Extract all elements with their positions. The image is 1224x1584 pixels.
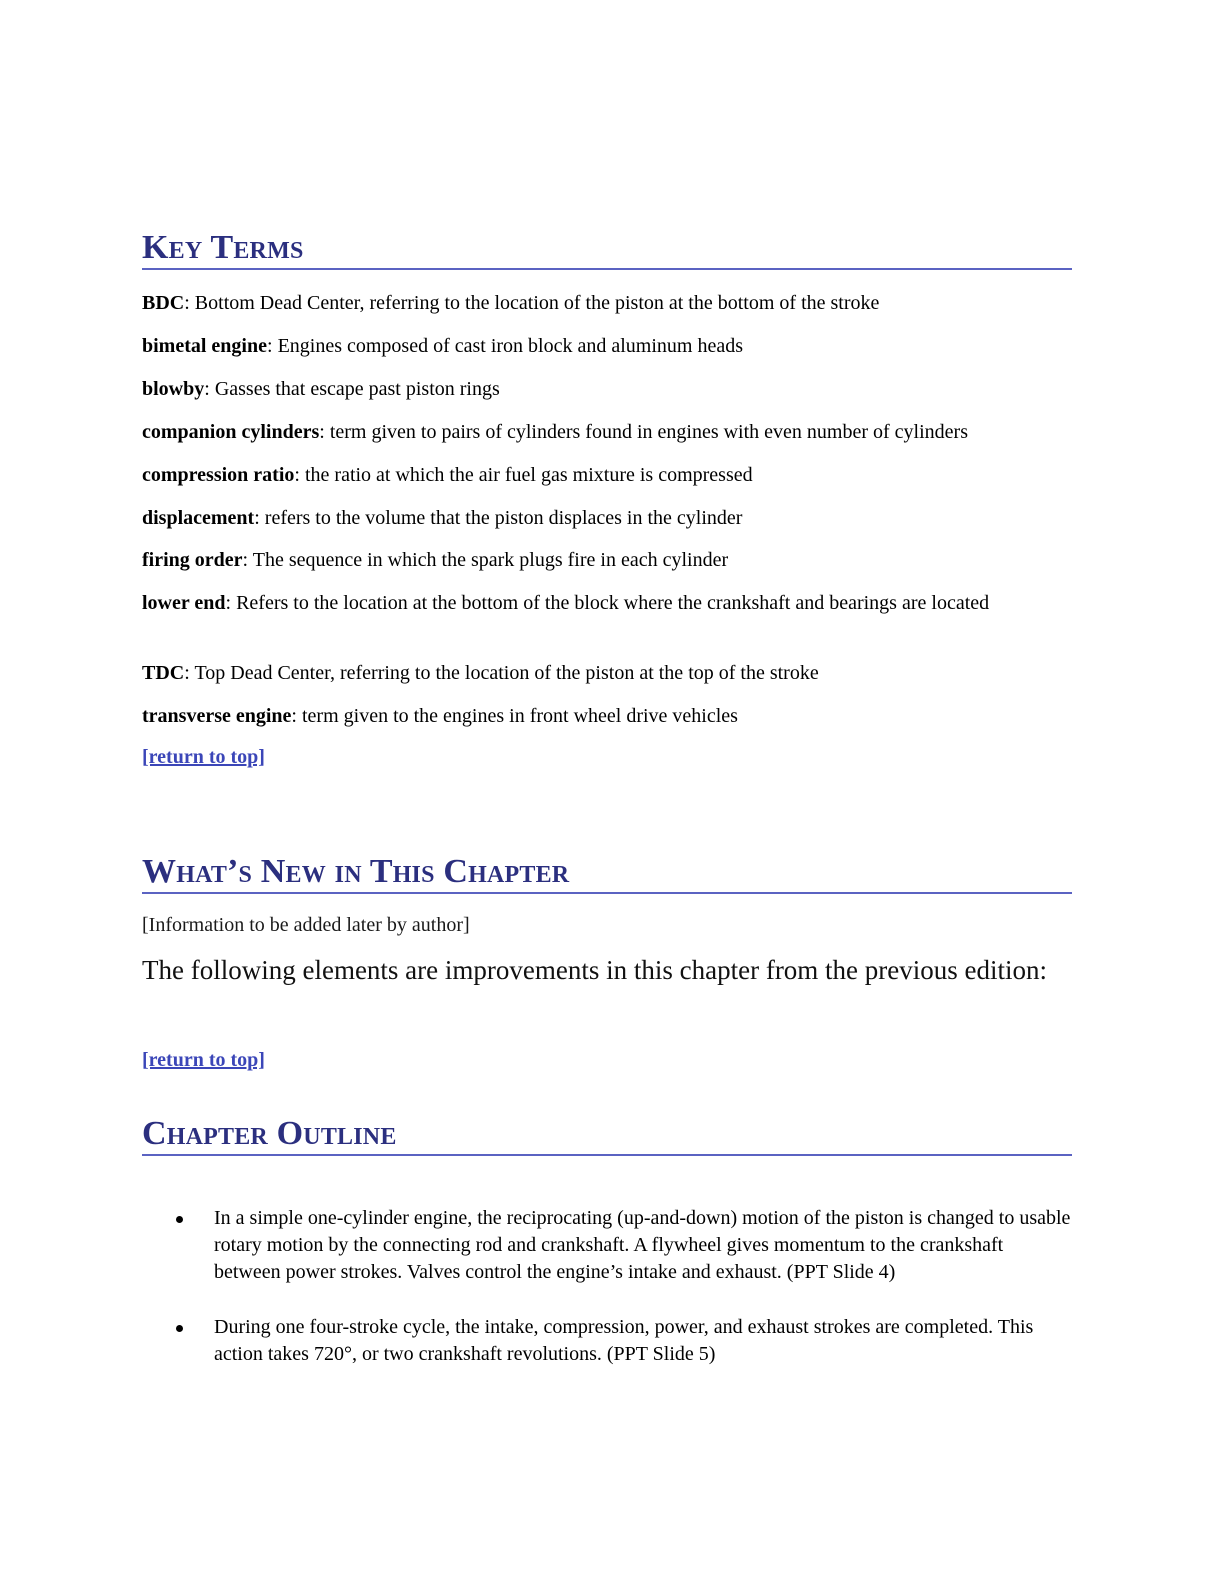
return-to-top-link[interactable]: [return to top]	[142, 746, 265, 768]
term-name: TDC	[142, 662, 185, 684]
term-definition: the ratio at which the air fuel gas mixture is compressed	[304, 464, 753, 486]
term-definition: Engines composed of cast iron block and aluminum heads	[277, 335, 744, 357]
term-name: blowby	[142, 378, 205, 400]
author-note: [Information to be added later by author]	[142, 914, 470, 936]
term-name: lower end	[142, 592, 226, 614]
term-name: transverse engine	[142, 705, 292, 727]
term-definition: Gasses that escape past piston rings	[214, 378, 500, 400]
term-entry	[142, 505, 1042, 532]
term-name: displacement	[142, 507, 255, 529]
term-entry	[142, 703, 1042, 730]
term-entry	[142, 590, 1022, 617]
term-entry	[142, 660, 1042, 687]
term-separator: :	[319, 421, 330, 443]
outline-bullet-item	[142, 1314, 1074, 1368]
term-separator: :	[242, 549, 253, 571]
outline-bullet-item	[142, 1205, 1074, 1286]
term-entry	[142, 547, 1042, 574]
document-page	[142, 0, 1072, 1584]
term-separator: :	[204, 378, 215, 400]
term-entry	[142, 333, 1042, 360]
term-entry	[142, 290, 1042, 317]
chapter-outline-heading: Chapter Outline	[142, 1114, 1072, 1156]
term-separator: :	[267, 335, 278, 357]
term-separator: :	[254, 507, 265, 529]
outline-bullet-text: In a simple one-cylinder engine, the reciprocating (up-and-down) motion of the piston is changed to usable rotary motion by the connecting rod and crankshaft. A flywheel gives momentum to the crankshaft between power strokes. Valves control the engine’s intake and exhaust. (PPT Slide 4)	[214, 1207, 1071, 1283]
term-definition: term given to the engines in front wheel drive vehicles	[301, 705, 738, 727]
term-name: companion cylinders	[142, 421, 320, 443]
term-entry	[142, 419, 1042, 446]
key-terms-heading: Key Terms	[142, 228, 1072, 270]
term-definition: Refers to the location at the bottom of the block where the crankshaft and bearings are located	[236, 592, 990, 614]
term-entry	[142, 462, 1042, 489]
term-name: BDC	[142, 292, 185, 314]
term-definition: The sequence in which the spark plugs fire in each cylinder	[252, 549, 729, 571]
term-entry	[142, 376, 1042, 403]
whats-new-intro: The following elements are improvements in this chapter from the previous edition:	[142, 955, 1048, 985]
term-definition: Top Dead Center, referring to the location of the piston at the top of the stroke	[194, 662, 819, 684]
bullet-icon	[176, 1325, 183, 1332]
term-separator: :	[294, 464, 305, 486]
term-definition: Bottom Dead Center, referring to the location of the piston at the bottom of the stroke	[194, 292, 880, 314]
bullet-icon	[176, 1216, 183, 1223]
term-name: firing order	[142, 549, 243, 571]
term-definition: term given to pairs of cylinders found in engines with even number of cylinders	[329, 421, 968, 443]
term-separator: :	[184, 292, 195, 314]
whats-new-heading: What’s New in This Chapter	[142, 852, 1072, 894]
outline-bullet-list	[142, 1205, 1072, 1396]
term-definition: refers to the volume that the piston displaces in the cylinder	[264, 507, 743, 529]
term-separator: :	[184, 662, 195, 684]
return-to-top-link[interactable]: [return to top]	[142, 1049, 265, 1071]
term-name: compression ratio	[142, 464, 295, 486]
outline-bullet-text: During one four-stroke cycle, the intake, compression, power, and exhaust strokes are completed. This action takes 720°, or two crankshaft revolutions. (PPT Slide 5)	[214, 1316, 1034, 1365]
term-name: bimetal engine	[142, 335, 267, 357]
term-separator: :	[291, 705, 302, 727]
term-separator: :	[225, 592, 237, 614]
